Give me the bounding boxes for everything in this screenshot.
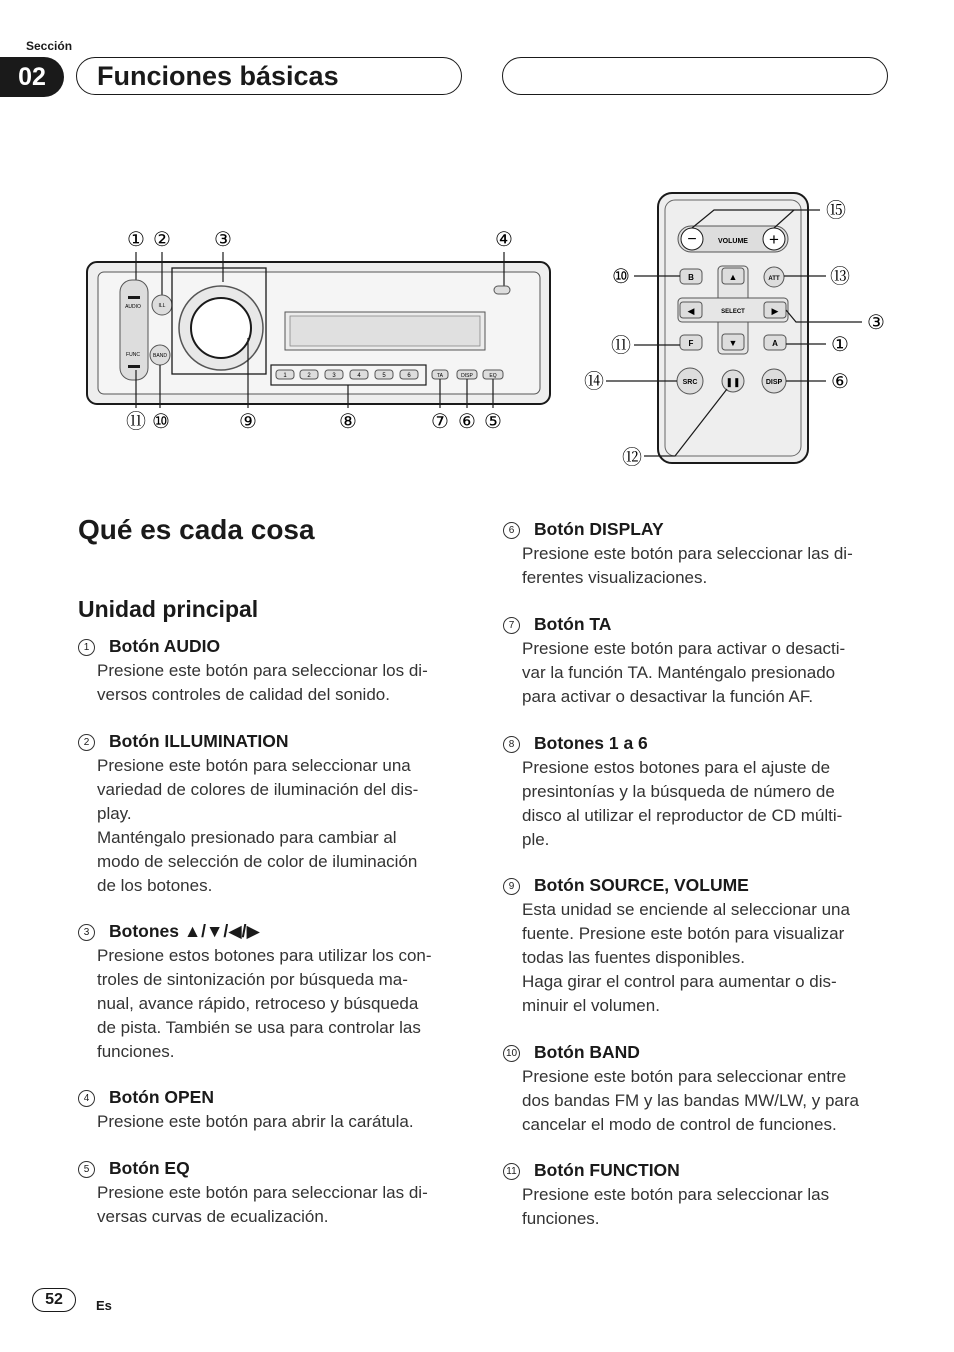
callout-11-bottom: ⑪ [126, 411, 146, 433]
volume-label: VOLUME [718, 238, 748, 245]
item-body: Presione este botón para seleccionar las di- versas curvas de ecualización. [97, 1183, 428, 1226]
sub-heading: Unidad principal [78, 596, 259, 622]
item-title: Botón BAND [534, 1042, 640, 1062]
item-body: Presione este botón para seleccionar las di- ferentes visualizaciones. [522, 544, 853, 587]
preset-1-label: 1 [283, 373, 287, 379]
remote-callout-10: ⑩ [612, 266, 630, 288]
left-button-label: ◀ [687, 306, 695, 316]
item-number: 5 [78, 1161, 95, 1178]
item-body: Presione este botón para seleccionar las funciones. [522, 1185, 830, 1228]
callout-3-top: ③ [214, 229, 232, 251]
item-body: Presione este botón para seleccionar una variedad de colores de iluminación del dis- play. Manténgalo presionado para cambiar al modo de selección de color de iluminación de los botones. [97, 756, 419, 895]
pause-button-label: ❚❚ [725, 377, 741, 387]
callout-9-bottom: ⑨ [239, 411, 257, 433]
item-body: Presione este botón para seleccionar entre dos bandas FM y las bandas MW/LW, y para cancelar el modo de control de funciones. [522, 1067, 859, 1134]
preset-6-label: 6 [407, 373, 411, 379]
item-body: Presione este botón para seleccionar los di- versos controles de calidad del sonido. [97, 661, 428, 704]
callout-10-bottom: ⑩ [152, 411, 170, 433]
eq-button-label: EQ [489, 373, 497, 379]
item-number: 10 [503, 1045, 520, 1062]
ill-button-label: ILL [158, 303, 166, 309]
section-label: Sección [26, 39, 73, 53]
att-button-label: ATT [768, 276, 780, 282]
item-number: 4 [78, 1090, 95, 1107]
select-label: SELECT [721, 309, 745, 315]
section-title: Funciones básicas [76, 57, 462, 95]
preset-5-label: 5 [382, 373, 386, 379]
up-button-label: ▲ [728, 272, 738, 282]
a-button-label: A [772, 339, 778, 348]
item-number: 9 [503, 878, 520, 895]
callout-2-top: ② [153, 229, 171, 251]
volume-plus-label: + [769, 230, 779, 249]
item-title: Botón FUNCTION [534, 1160, 680, 1180]
callout-4-top: ④ [495, 229, 513, 251]
ta-button-label: TA [436, 373, 444, 379]
item-number: 3 [78, 924, 95, 941]
src-button-label: SRC [682, 379, 698, 386]
item-title: Botones 1 a 6 [534, 733, 648, 753]
remote-callout-15: ⑮ [826, 200, 846, 222]
item-number: 6 [503, 522, 520, 539]
item-body: Esta unidad se enciende al seleccionar una fuente. Presione este botón para visualizar todas las fuentes disponibles. Haga girar el control para aumentar o dis- minuir el volumen. [522, 900, 850, 1015]
item-body: Presione este botón para abrir la carátula. [97, 1112, 414, 1131]
b-button-label: B [688, 273, 694, 282]
remote-callout-12: ⑫ [622, 447, 642, 469]
f-button-label: F [688, 339, 694, 348]
item-number: 8 [503, 736, 520, 753]
main-heading: Qué es cada cosa [78, 514, 315, 545]
item-title: Botón OPEN [109, 1087, 214, 1107]
remote-callout-13: ⑬ [830, 266, 850, 288]
callout-7-bottom: ⑦ [431, 411, 449, 433]
remote-callout-6: ⑥ [831, 371, 849, 393]
item-title: Botones ▲/▼/◀/▶ [109, 921, 261, 941]
remote-control-diagram [580, 188, 890, 478]
remote-callout-11: ⑪ [611, 335, 631, 357]
page-number: 52 [32, 1288, 76, 1312]
callout-1-top: ① [127, 229, 145, 251]
item-body: Presione estos botones para utilizar los con- troles de sintonización por búsqueda ma- nual, avance rápido, retroceso y búsqueda de pista. También se usa para controlar las funciones. [97, 946, 432, 1061]
item-number: 7 [503, 617, 520, 634]
volume-minus-label: − [687, 231, 697, 248]
language-code: Es [96, 1298, 112, 1313]
section-title-empty-box [502, 57, 888, 95]
callout-6-bottom: ⑥ [458, 411, 476, 433]
item-title: Botón SOURCE, VOLUME [534, 875, 749, 895]
item-number: 11 [503, 1163, 520, 1180]
down-button-label: ▼ [728, 338, 738, 348]
callout-5-bottom: ⑤ [484, 411, 502, 433]
item-body: Presione este botón para activar o desacti- var la función TA. Manténgalo presionado para activar o desactivar la función AF. [522, 639, 846, 706]
preset-4-label: 4 [357, 373, 361, 379]
band-button-label: BAND [153, 353, 167, 359]
item-title: Botón DISPLAY [534, 519, 664, 539]
func-button-label: FUNC [126, 352, 140, 358]
remote-callout-3: ③ [867, 312, 885, 334]
disp-button-label: DISP [461, 373, 473, 379]
item-number: 1 [78, 639, 95, 656]
item-title: Botón AUDIO [109, 636, 221, 656]
item-title: Botón ILLUMINATION [109, 731, 289, 751]
item-body: Presione estos botones para el ajuste de presintonías y la búsqueda de número de disco al utilizar el reproductor de CD múlti- ple. [522, 758, 843, 849]
remote-callout-14: ⑭ [584, 371, 604, 393]
head-unit-diagram [80, 220, 560, 440]
preset-2-label: 2 [307, 373, 311, 379]
preset-3-label: 3 [332, 373, 336, 379]
remote-callout-1: ① [831, 334, 849, 356]
right-button-label: ▶ [771, 306, 779, 316]
item-number: 2 [78, 734, 95, 751]
audio-button-label: AUDIO [125, 304, 141, 310]
item-title: Botón EQ [109, 1158, 190, 1178]
callout-8-bottom: ⑧ [339, 411, 357, 433]
disp-button-label: DISP [765, 379, 783, 386]
item-title: Botón TA [534, 614, 612, 634]
section-number-badge: 02 [0, 57, 64, 97]
